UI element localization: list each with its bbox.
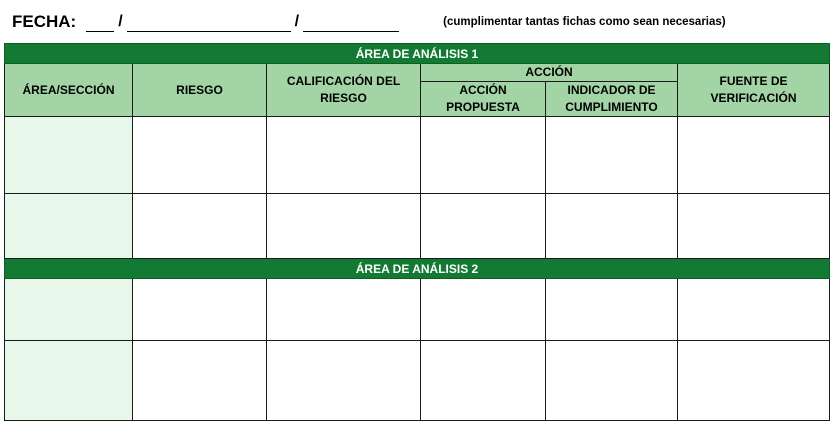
fuente-cell[interactable] xyxy=(678,194,830,259)
col-header-accion-group: ACCIÓN xyxy=(421,64,678,82)
accion-propuesta-cell[interactable] xyxy=(421,341,546,421)
calificacion-cell[interactable] xyxy=(267,341,421,421)
fecha-separator-2: / xyxy=(294,13,300,30)
indicador-cell[interactable] xyxy=(546,194,678,259)
area-cell[interactable] xyxy=(5,279,133,341)
col-header-calificacion: CALIFICACIÓN DEL RIESGO xyxy=(267,64,421,117)
fecha-day-blank[interactable] xyxy=(86,15,114,32)
riesgo-cell[interactable] xyxy=(133,117,267,194)
fuente-cell[interactable] xyxy=(678,341,830,421)
col-header-fuente: FUENTE DE VERIFICACIÓN xyxy=(678,64,830,117)
table-row xyxy=(5,341,830,421)
col-header-indicador: INDICADOR DE CUMPLIMIENTO xyxy=(546,82,678,117)
accion-propuesta-cell[interactable] xyxy=(421,194,546,259)
riesgo-cell[interactable] xyxy=(133,194,267,259)
date-header xyxy=(12,6,832,32)
risk-analysis-table xyxy=(4,43,830,421)
indicador-cell[interactable] xyxy=(546,117,678,194)
fecha-month-blank[interactable] xyxy=(127,15,291,32)
area-cell[interactable] xyxy=(5,194,133,259)
section-title-1: ÁREA DE ANÁLISIS 1 xyxy=(5,44,830,64)
indicador-cell[interactable] xyxy=(546,279,678,341)
area-cell[interactable] xyxy=(5,117,133,194)
riesgo-cell[interactable] xyxy=(133,279,267,341)
fuente-cell[interactable] xyxy=(678,279,830,341)
table-row xyxy=(5,279,830,341)
section-title-2: ÁREA DE ANÁLISIS 2 xyxy=(5,259,830,279)
fecha-label: FECHA: xyxy=(12,12,77,31)
indicador-cell[interactable] xyxy=(546,341,678,421)
accion-propuesta-cell[interactable] xyxy=(421,279,546,341)
col-header-area: ÁREA/SECCIÓN xyxy=(5,64,133,117)
area-cell[interactable] xyxy=(5,341,133,421)
calificacion-cell[interactable] xyxy=(267,279,421,341)
instruction-note: (cumplimentar tantas fichas como sean necesarias) xyxy=(443,16,726,28)
col-header-accion-propuesta: ACCIÓN PROPUESTA xyxy=(421,82,546,117)
accion-propuesta-cell[interactable] xyxy=(421,117,546,194)
fecha-year-blank[interactable] xyxy=(303,15,399,32)
table-row xyxy=(5,117,830,194)
table-row xyxy=(5,194,830,259)
col-header-riesgo: RIESGO xyxy=(133,64,267,117)
calificacion-cell[interactable] xyxy=(267,194,421,259)
fuente-cell[interactable] xyxy=(678,117,830,194)
calificacion-cell[interactable] xyxy=(267,117,421,194)
fecha-separator-1: / xyxy=(118,13,123,30)
riesgo-cell[interactable] xyxy=(133,341,267,421)
